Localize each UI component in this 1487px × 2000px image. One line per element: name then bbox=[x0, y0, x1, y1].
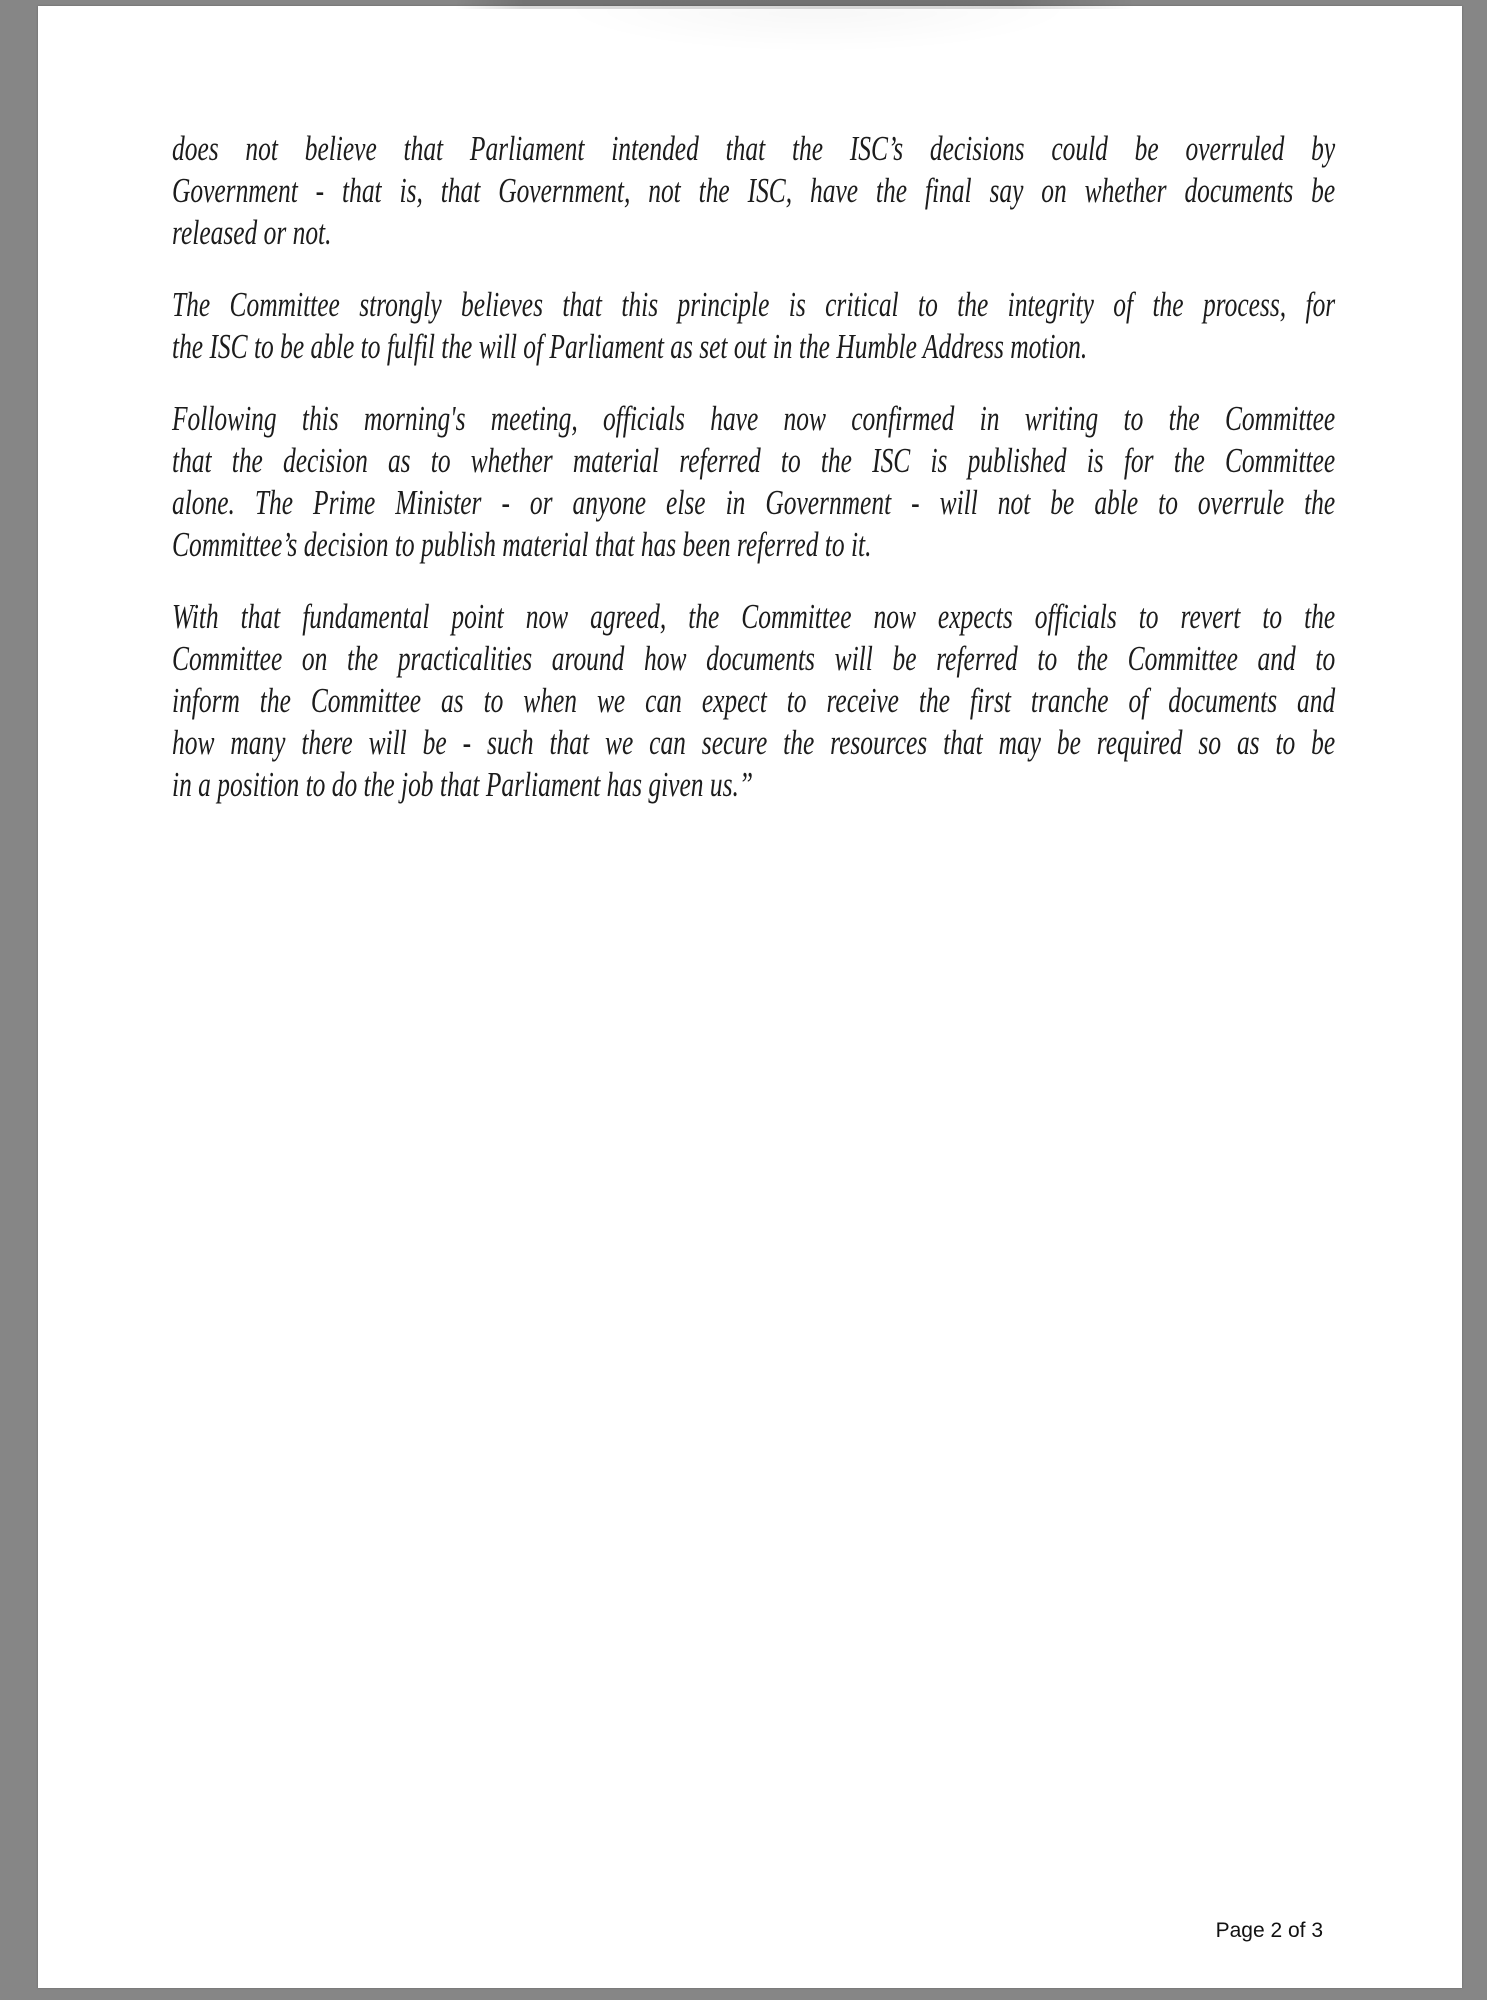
document-line: does not believe that Parliament intended that the ISC’s decisions could be overruled by bbox=[172, 129, 1336, 168]
document-line: that the decision as to whether material referred to the ISC is published is for the Committee bbox=[172, 441, 1336, 480]
document-line: alone. The Prime Minister - or anyone else in Government - will not be able to overrule the bbox=[172, 483, 1336, 522]
page-number-label: Page 2 of 3 bbox=[1215, 1919, 1323, 1942]
document-line: how many there will be - such that we can secure the resources that may be required so as to be bbox=[172, 723, 1336, 762]
document-line: released or not. bbox=[172, 213, 332, 252]
paragraph bbox=[172, 596, 1335, 806]
document-page bbox=[38, 6, 1462, 1988]
document-line: Committee on the practicalities around how documents will be referred to the Committee and to bbox=[172, 639, 1336, 678]
document-line: Government - that is, that Government, not the ISC, have the final say on whether documents be bbox=[172, 171, 1336, 210]
document-line: With that fundamental point now agreed, the Committee now expects officials to revert to the bbox=[172, 597, 1336, 636]
document-line: Following this morning's meeting, officials have now confirmed in writing to the Committee bbox=[172, 399, 1336, 438]
document-line: The Committee strongly believes that this principle is critical to the integrity of the process, for bbox=[172, 285, 1336, 324]
page-top-shadow bbox=[558, 6, 1078, 52]
paragraph bbox=[172, 398, 1335, 566]
document-line: Committee’s decision to publish material that has been referred to it. bbox=[172, 525, 872, 564]
document-line: the ISC to be able to fulfil the will of Parliament as set out in the Humble Address motion. bbox=[172, 327, 1088, 366]
document-line: in a position to do the job that Parliament has given us.” bbox=[172, 765, 753, 804]
document-body bbox=[172, 128, 1335, 836]
page-above-shadow bbox=[455, 0, 1135, 9]
paragraph bbox=[172, 284, 1335, 368]
paragraph bbox=[172, 128, 1335, 254]
document-line: inform the Committee as to when we can expect to receive the first tranche of documents and bbox=[172, 681, 1336, 720]
